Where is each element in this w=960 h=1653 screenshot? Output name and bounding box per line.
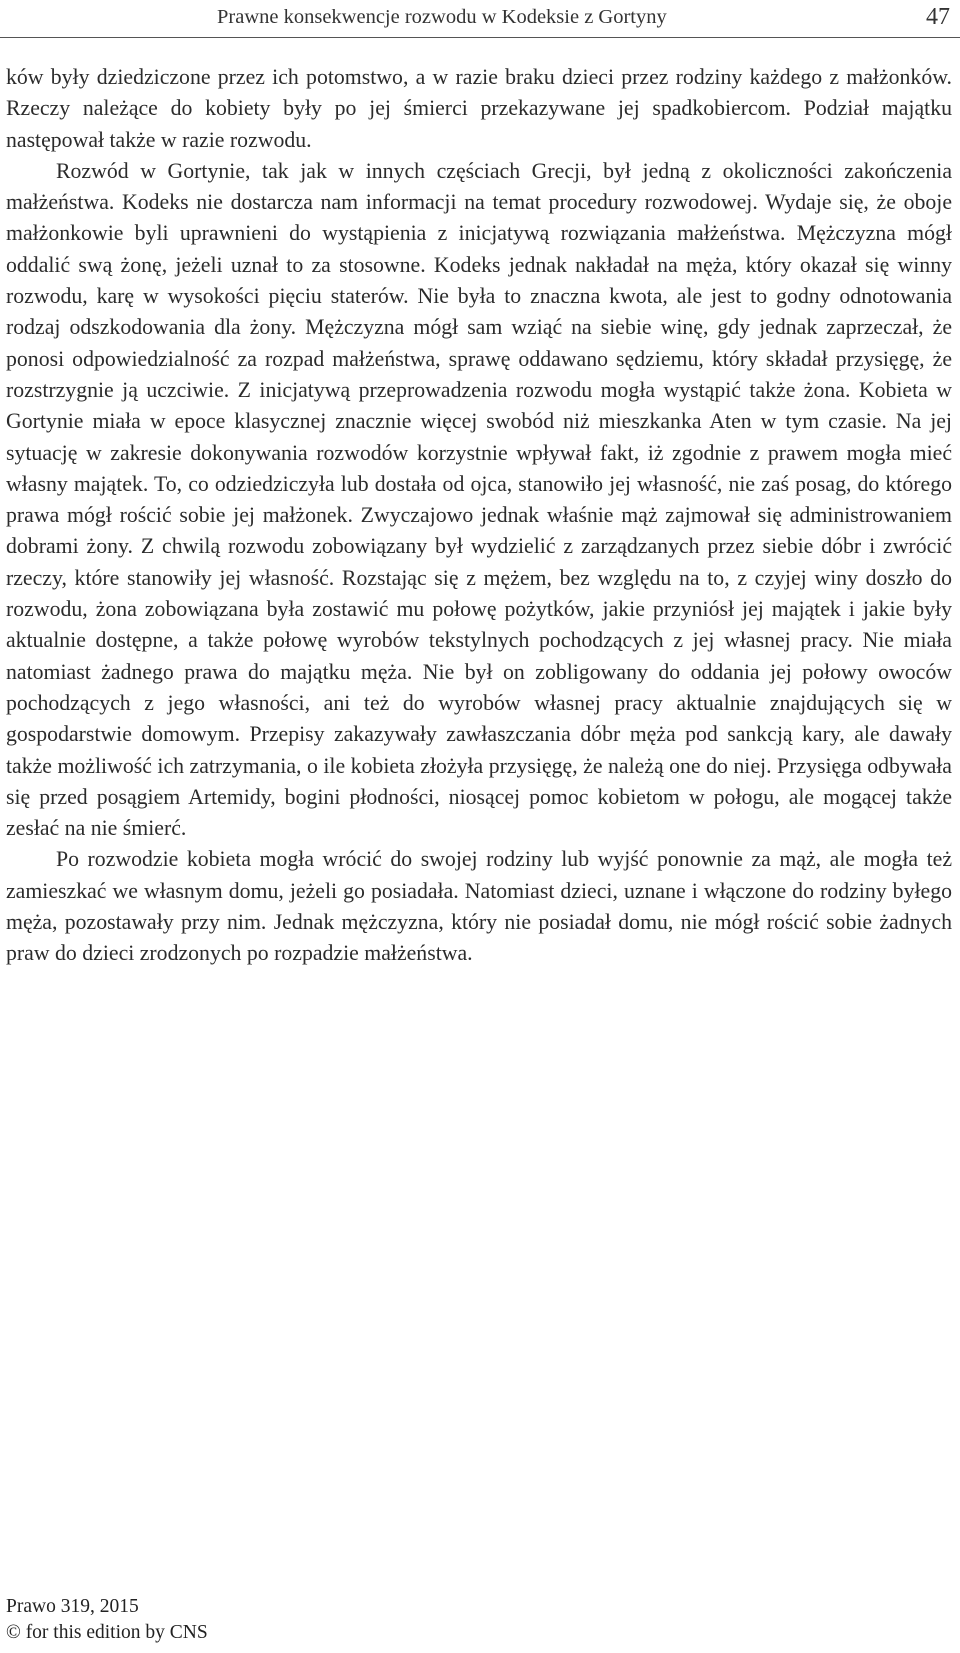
paragraph-continued: ków były dziedziczone przez ich potomstwo, a w razie braku dzieci przez rodziny każdego z małżonków. Rzeczy należące do kobiety były po jej śmierci przekazywane jej spadkobiercom. Podział majątku następował także w razie rozwodu.: [6, 65, 952, 152]
journal-citation: Prawo 319, 2015: [6, 1596, 139, 1617]
page-footer: [6, 1594, 208, 1646]
paragraph-divorce: Rozwód w Gortynie, tak jak w innych częściach Grecji, był jedną z okoliczności zakończenia małżeństwa. Kodeks nie dostarcza nam informacji na temat procedury rozwodowej. Wydaje się, że oboje małżonkowie byli uprawnieni do wystąpienia z inicjatywą rozwiązania małżeństwa. Mężczyzna mógł oddalić swą żonę, jeżeli uznał to za stosowne. Kodeks jednak nakładał na męża, który okazał się winny rozwodu, karę w wysokości pięciu staterów. Nie była to znaczna kwota, ale jest to godny odnotowania rodzaj odszkodowania dla żony. Mężczyzna mógł sam wziąć na siebie winę, gdy jednak zaprzeczał, że ponosi odpowiedzialność za rozpad małżeństwa, sprawę oddawano sędziemu, który składał przysięgę, że rozstrzygnie ją uczciwie. Z inicjatywą przeprowadzenia rozwodu mogła wystąpić także żona. Kobieta w Gortynie miała w epoce klasycznej znacznie więcej swobód niż mieszkanka Aten w tym czasie. Na jej sytuację w zakresie dokonywania rozwodów korzystnie wpływał fakt, iż zgodnie z prawem mogła mieć własny majątek. To, co odziedziczyła lub dostała od ojca, stanowiło jej własność, nie zaś posag, do którego prawa mógł rościć sobie jej małżonek. Zwyczajowo jednak właśnie mąż zajmował się administrowaniem dobrami żony. Z chwilą rozwodu zobowiązany był wydzielić z zarządzanych przez siebie dóbr i zwrócić rzeczy, które stanowiły jej własność. Rozstając się z mężem, bez względu na to, z czyjej winy doszło do rozwodu, żona zobowiązana była zostawić mu połowę pożytków, jakie przyniósł jej majątek i jakie były aktualnie dostępne, a także połowę wyrobów tekstylnych pochodzących z jej własnej pracy. Nie miała natomiast żadnego prawa do majątku męża. Nie był on zobligowany do oddania jej połowy owoców pochodzących z jego własności, ani też do wyrobów własnej pracy aktualnie znajdujących się w gospodarstwie domowym. Przepisy zakazywały zawłaszczania dóbr męża pod sankcją kary, ale dawały także możliwość ich zatrzymania, o ile kobieta złożyła przysięgę, że należą one do niej. Przysięga odbywała się przed posągiem Artemidy, bogini płodności, niosącej pomoc kobietom w połogu, ale mogącej także zesłać na nie śmierć.: [6, 158, 952, 841]
body-text: [6, 62, 952, 970]
page-number: 47: [926, 4, 950, 30]
copyright-notice: © for this edition by CNS: [6, 1622, 208, 1643]
paragraph-after-divorce: Po rozwodzie kobieta mogła wrócić do swojej rodziny lub wyjść ponownie za mąż, ale mogła też zamieszkać we własnym domu, jeżeli go posiadała. Natomiast dzieci, uznane i włączone do rodziny byłego męża, pozostawały przy nim. Jednak mężczyzna, który nie posiadał domu, nie mógł rościć sobie żadnych praw do dzieci zrodzonych po rozpadzie małżeństwa.: [6, 847, 952, 966]
running-header: [0, 4, 950, 30]
running-title: Prawne konsekwencje rozwodu w Kodeksie z Gortyny: [217, 6, 667, 28]
header-rule: [0, 37, 960, 38]
